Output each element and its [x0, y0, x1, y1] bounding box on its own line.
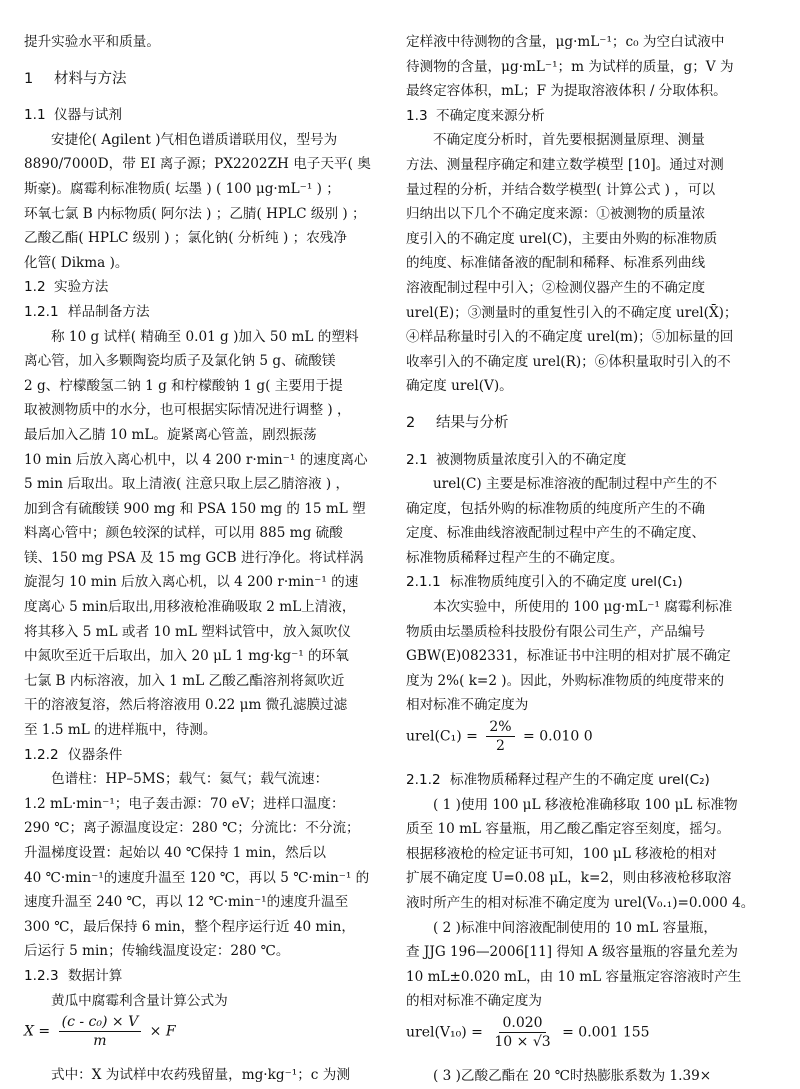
paragraph-line: 不确定度分析时，首先要根据测量原理、测量	[433, 132, 705, 149]
paragraph-line: 收率引入的不确定度 urel(R)；⑥体积量取时引入的不	[406, 353, 731, 370]
paragraph-line: 将其移入 5 mL 或者 10 mL 塑料试管中，放入氮吹仪	[24, 623, 351, 640]
paragraph-line: 标准物质稀释过程产生的不确定度。	[406, 549, 624, 566]
formula-rhs: = 0.010 0	[523, 728, 593, 745]
formula-fraction	[491, 1014, 553, 1051]
formula-numerator: 2%	[486, 718, 514, 737]
section-heading: 2 结果与分析	[406, 414, 509, 431]
paragraph-line: 料离心管中；颜色较深的试样，可以用 885 mg 硫酸	[24, 525, 343, 542]
paragraph-line: 升温梯度设置：起始以 40 ℃保持 1 min，然后以	[24, 845, 326, 861]
paragraph-line: 至 1.5 mL 的进样瓶中，待测。	[24, 722, 217, 739]
paragraph-line: 最终定容体积，mL；F 为提取溶液体积 / 分取体积。	[406, 83, 727, 100]
paragraph-line: 相对标准不确定度为	[406, 697, 529, 714]
formula-content	[406, 718, 774, 768]
paragraph-line: 方法、测量程序确定和建立数学模型 [10]。通过对测	[406, 156, 724, 173]
formula-lhs: urel(C₁) =	[406, 728, 478, 745]
subsection-heading: 1.1 仪器与试剂	[24, 107, 122, 124]
paragraph-line: 环氧七氯 B 内标物质( 阿尔法 ) ；乙腈( HPLC 级别 ) ；	[24, 205, 366, 222]
subsubsection-heading: 1.2.2 仪器条件	[24, 746, 123, 763]
paragraph-line: 归纳出以下几个不确定度来源：①被测物的质量浓	[406, 206, 706, 223]
paragraph-line: 最后加入乙腈 10 mL。旋紧离心管盖，剧烈振荡	[24, 426, 317, 443]
formula-numerator: (c - c₀) × V	[59, 1013, 142, 1032]
paragraph-line: 40 ℃·min⁻¹的速度升温至 120 ℃，再以 5 ℃·min⁻¹ 的	[24, 869, 370, 886]
paragraph-line: 1.2 mL·min⁻¹；电子轰击源：70 eV；进样口温度：	[24, 795, 345, 812]
formula-content	[406, 1014, 774, 1064]
paragraph-line: ( 2 )标准中间溶液配制使用的 10 mL 容量瓶，	[433, 919, 717, 936]
formula-content	[24, 1013, 392, 1063]
paragraph-line: 2 g、柠檬酸氢二钠 1 g 和柠檬酸钠 1 g( 主要用于提	[24, 377, 343, 394]
paragraph-line: 定度、标准曲线溶液配制过程中产生的不确定度、	[406, 525, 706, 542]
paragraph-line: 根据移液枪的检定证书可知，100 μL 移液枪的相对	[406, 845, 717, 862]
paragraph-line: 量过程的分析，并结合数学模型( 计算公式 ) ，可以	[406, 181, 716, 198]
paragraph-line: 中氮吹至近干后取出，加入 20 μL 1 mg·kg⁻¹ 的环氧	[24, 648, 349, 665]
paragraph-line: 的纯度、标准储备液的配制和稀释、标准系列曲线	[406, 255, 706, 272]
paragraph-line: 查 JJG 196—2006[11] 得知 A 级容量瓶的容量允差为	[406, 944, 738, 961]
formula-denominator: m	[93, 1033, 107, 1050]
paragraph-line: ④样品称量时引入的不确定度 urel(m)；⑤加标量的回	[406, 329, 734, 346]
subsubsection-heading: 2.1.2 标准物质稀释过程产生的不确定度 urel(C₂)	[406, 772, 710, 789]
paragraph-line: urel(E)；③测量时的重复性引入的不确定度 urel(X̄)；	[406, 304, 738, 321]
formula-rhs: × F	[149, 1023, 176, 1040]
paragraph-line: 液时所产生的相对标准不确定度为 urel(V₀.₁)=0.000 4。	[406, 895, 755, 911]
paragraph-line: 扩展不确定度 U=0.08 μL，k=2，则由移液枪移取溶	[406, 870, 732, 887]
paragraph-line: 斯豪)。腐霉利标准物质( 坛墨 ) ( 100 μg·mL⁻¹ ) ；	[24, 180, 340, 197]
subsection-heading: 1.2 实验方法	[24, 279, 109, 296]
paragraph-line: 本次实验中，所使用的 100 μg·mL⁻¹ 腐霉利标准	[433, 599, 733, 616]
paragraph-line: 溶液配制过程中引入；②检测仪器产生的不确定度	[406, 279, 706, 296]
section-heading: 1 材料与方法	[24, 70, 127, 87]
paragraph-line: 镁、150 mg PSA 及 15 mg GCB 进行净化。将试样涡	[24, 549, 364, 566]
paragraph-line: 质至 10 mL 容量瓶，用乙酸乙酯定容至刻度，摇匀。	[406, 821, 731, 838]
formula-numerator: 0.020	[499, 1014, 545, 1033]
paragraph-line: 黄瓜中腐霉利含量计算公式为	[51, 992, 228, 1009]
paragraph-line: 确定度，包括外购的标准物质的纯度所产生的不确	[406, 500, 706, 517]
paragraph-line: 度离心 5 min后取出,用移液枪准确吸取 2 mL上清液，	[24, 599, 356, 616]
paragraph-line: 安捷伦( Agilent )气相色谱质谱联用仪，型号为	[51, 131, 338, 148]
formula-denominator: 2	[496, 738, 505, 755]
paragraph-line: 速度升温至 240 ℃，再以 12 ℃·min⁻¹的速度升温至	[24, 894, 349, 911]
paragraph-line: urel(C) 主要是标准溶液的配制过程中产生的不	[433, 476, 718, 493]
formula-lhs: urel(V₁₀) =	[406, 1024, 483, 1041]
formula-fraction	[59, 1013, 142, 1050]
paragraph-line: 后运行 5 min；传输线温度设定：280 ℃。	[24, 943, 290, 960]
paragraph-line: 七氯 B 内标溶液，加入 1 mL 乙酸乙酯溶剂将氮吹近	[24, 672, 345, 689]
paragraph-line: 10 min 后放入离心机中，以 4 200 r·min⁻¹ 的速度离心	[24, 451, 368, 468]
paragraph-line: 度为 2%( k=2 )。因此，外购标准物质的纯度带来的	[406, 672, 725, 689]
paragraph-line: 的相对标准不确定度为	[406, 993, 542, 1010]
formula-lhs: X =	[24, 1023, 51, 1040]
subsubsection-heading: 1.2.3 数据计算	[24, 967, 123, 984]
paragraph-line: 度引入的不确定度 urel(C)，主要由外购的标准物质	[406, 230, 718, 247]
paragraph-line: 式中：X 为试样中农药残留量，mg·kg⁻¹；c 为测	[51, 1067, 350, 1084]
paragraph-line: 确定度 urel(V)。	[406, 378, 513, 395]
paragraph-line: 化管( Dikma )。	[24, 254, 129, 271]
subsection-heading: 2.1 被测物质量浓度引入的不确定度	[406, 451, 627, 468]
left-column	[24, 0, 392, 1088]
formula-denominator: 10 × √3	[494, 1033, 551, 1050]
paragraph-line: 定样液中待测物的含量，μg·mL⁻¹；c₀ 为空白试液中	[406, 34, 725, 50]
paragraph-line: ( 3 )乙酸乙酯在 20 ℃时热膨胀系数为 1.39×	[433, 1067, 712, 1084]
formula-rhs: = 0.001 155	[562, 1024, 650, 1041]
paragraph-line: 旋混匀 10 min 后放入离心机，以 4 200 r·min⁻¹ 的速	[24, 574, 359, 591]
subsection-heading: 1.3 不确定度来源分析	[406, 107, 545, 124]
right-column	[406, 0, 774, 1089]
paragraph-line: 取被测物质中的水分，也可根据实际情况进行调整 ) ，	[24, 402, 351, 419]
paragraph-line: 10 mL±0.020 mL，由 10 mL 容量瓶定容溶液时产生	[406, 968, 742, 985]
paragraph-line: 称 10 g 试样( 精确至 0.01 g )加入 50 mL 的塑料	[51, 328, 359, 345]
paragraph-line: 离心管，加入多颗陶瓷均质子及氯化钠 5 g、硫酸镁	[24, 353, 336, 370]
formula-fraction	[486, 718, 514, 755]
paragraph-line: 290 ℃；离子源温度设定：280 ℃；分流比：不分流；	[24, 820, 360, 837]
paragraph-line: GBW(E)082331，标准证书中注明的相对扩展不确定	[406, 648, 731, 665]
paragraph-line: 乙酸乙酯( HPLC 级别 ) ；氯化钠( 分析纯 ) ；农残净	[24, 230, 347, 247]
paragraph-line: 8890/7000D，带 EI 离子源；PX2202ZH 电子天平( 奥	[24, 156, 371, 173]
paragraph-line: 加到含有硫酸镁 900 mg 和 PSA 150 mg 的 15 mL 塑	[24, 500, 366, 517]
paragraph-line: 色谱柱：HP–5MS；载气：氦气；载气流速：	[51, 771, 329, 788]
paragraph-line: 物质由坛墨质检科技股份有限公司生产，产品编号	[406, 623, 706, 640]
paragraph-line: 干的溶液复溶，然后将溶液用 0.22 μm 微孔滤膜过滤	[24, 697, 348, 714]
subsubsection-heading: 1.2.1 样品制备方法	[24, 303, 150, 320]
paragraph-line: 待测物的含量，μg·mL⁻¹；m 为试样的质量，g；V 为	[406, 58, 734, 75]
text-line: 提升实验水平和质量。	[24, 34, 160, 50]
subsubsection-heading: 2.1.1 标准物质纯度引入的不确定度 urel(C₁)	[406, 574, 683, 591]
paragraph-line: ( 1 )使用 100 μL 移液枪准确移取 100 μL 标准物	[433, 796, 738, 813]
paragraph-line: 300 ℃，最后保持 6 min，整个程序运行近 40 min，	[24, 918, 356, 935]
paragraph-line: 5 min 后取出。取上清液( 注意只取上层乙腈溶液 ) ，	[24, 476, 350, 493]
